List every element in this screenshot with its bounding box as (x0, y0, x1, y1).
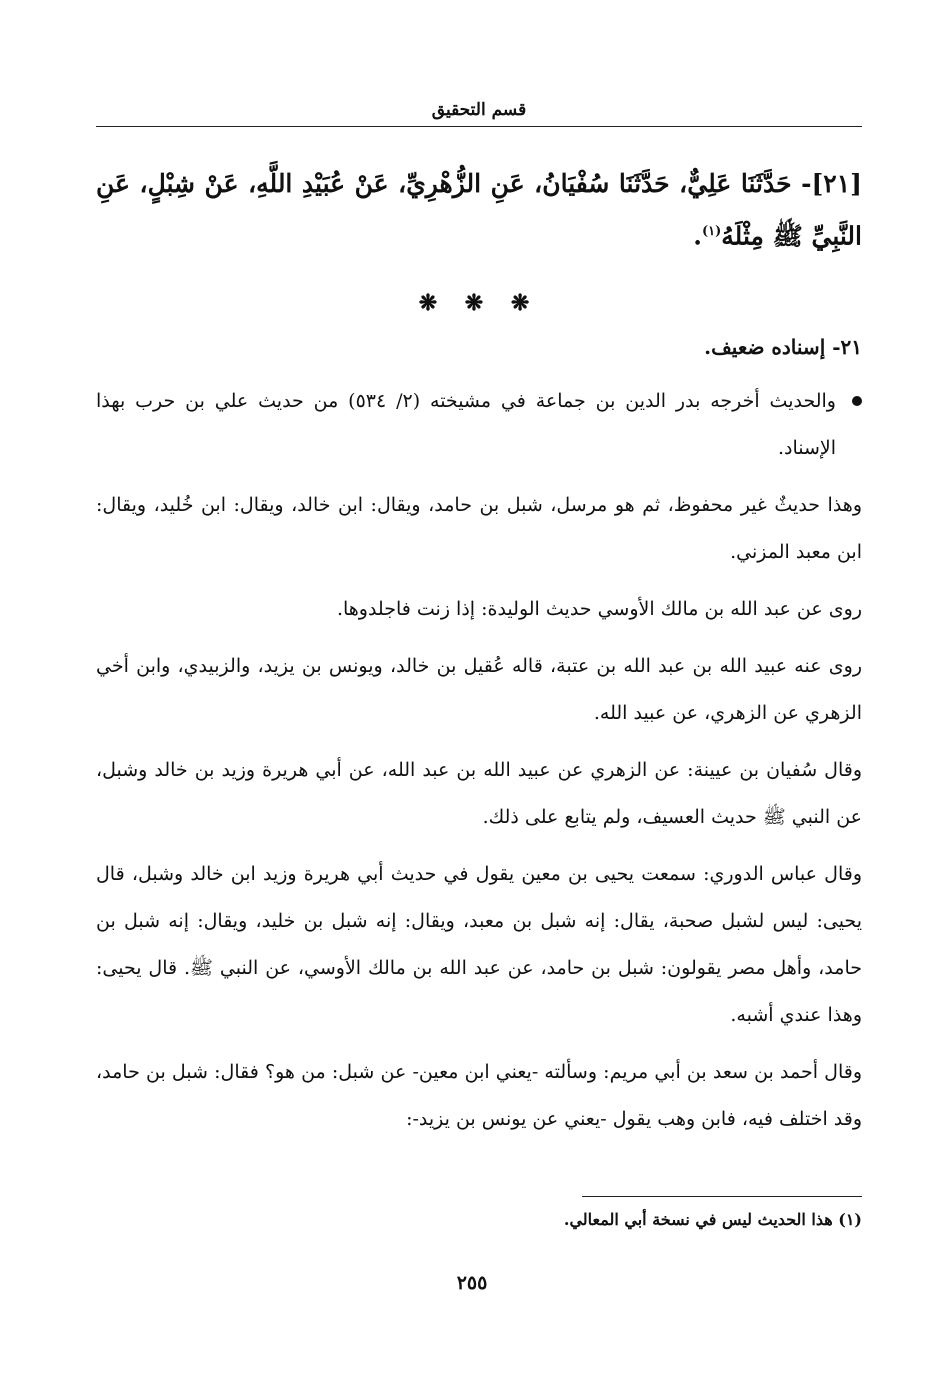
commentary-title: ٢١- إسناده ضعيف. (704, 335, 862, 360)
footnote: (١) هذا الحديث ليس في نسخة أبي المعالي. (563, 1210, 862, 1229)
bullet-icon (852, 396, 862, 406)
footnote-divider (582, 1196, 862, 1197)
paragraph: وقال سُفيان بن عيينة: عن الزهري عن عبيد الله بن عبد الله، عن أبي هريرة وزيد بن خالد وشبل، عن النبي ﷺ حديث العسيف، ولم يتابع على ذلك. (96, 759, 862, 829)
paragraph: روى عن عبد الله بن مالك الأوسي حديث الوليدة: إذا زنت فاجلدوها. (336, 598, 862, 621)
hadith-text (96, 160, 862, 260)
main-text (96, 160, 862, 1153)
paragraph: وهذا حديثٌ غير محفوظ، ثم هو مرسل، شبل بن حامد، ويقال: ابن خالد، ويقال: ابن خُليد، ويقال: ابن معبد المزني. (96, 494, 862, 564)
hadith-body: [٢١]- حَدَّثَنَا عَلِيٌّ، حَدَّثَنَا سُفْيَانُ، عَنِ الزُّهْرِيِّ، عَنْ عُبَيْدِ اللَّهِ، عَنْ شِبْلٍ، عَنِ النَّبِيِّ ﷺ مِثْلَهُ (96, 169, 862, 251)
paragraph: روى عنه عبيد الله بن عبد الله بن عتبة، قاله عُقيل بن خالد، ويونس بن يزيد، والزبيدي، وابن أخي الزهري عن الزهري، عن عبيد الله. (96, 655, 862, 725)
paragraph: وقال أحمد بن سعد بن أبي مريم: وسألته -يعني ابن معين- عن شبل: من هو؟ فقال: شبل بن حامد، وقد اختلف فيه، فابن وهب يقول -يعني عن يونس بن يزيد-: (96, 1061, 862, 1131)
footnote-ref: (١) (701, 224, 722, 239)
hadith-end: . (693, 221, 702, 251)
paragraph: وقال عباس الدوري: سمعت يحيى بن معين يقول في حديث أبي هريرة وزيد ابن خالد وشبل، قال يحيى: ليس لشبل صحبة، يقال: إنه شبل بن معبد، ويقال: إنه شبل بن خليد، ويقال: إنه شبل بن حامد، وأهل مصر يقولون: شبل بن حامد، عن عبد الله بن مالك الأوسي، عن النبي ﷺ. قال يحيى: وهذا عندي أشبه. (96, 863, 862, 1027)
page-header: قسم التحقيق (96, 100, 862, 127)
page-number: ٢٥٥ (456, 1272, 488, 1294)
bullet-paragraph (96, 378, 862, 472)
section-separator: ❋ ❋ ❋ (418, 290, 540, 317)
bullet-text: والحديث أخرجه بدر الدين بن جماعة في مشيخته (٢/ ٥٣٤) من حديث علي بن حرب بهذا الإسناد. (96, 390, 836, 460)
